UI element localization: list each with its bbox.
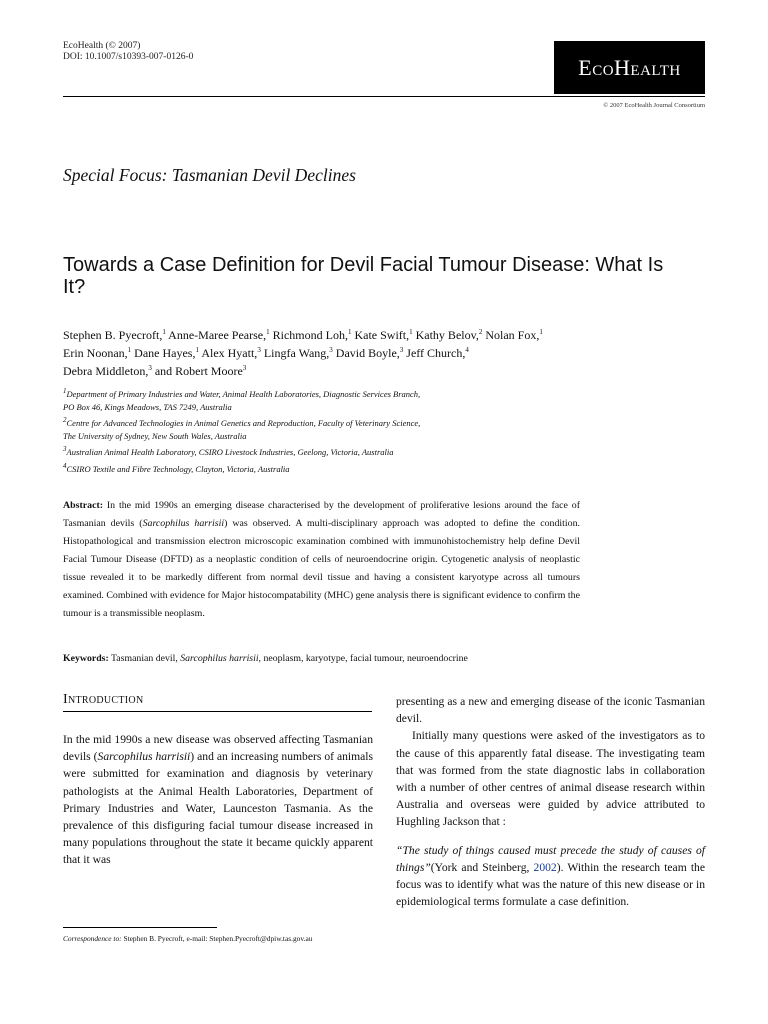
affiliation-text: CSIRO Textile and Fibre Technology, Clayton, Victoria, Australia xyxy=(66,463,290,474)
affiliation-line xyxy=(63,430,563,443)
author-affiliation-marker: 4 xyxy=(465,346,469,354)
affiliation-line xyxy=(63,401,563,414)
author-name: Lingfa Wang, xyxy=(263,346,330,360)
doi: DOI: 10.1007/s10393-007-0126-0 xyxy=(63,52,194,62)
author-name: Jeff Church, xyxy=(406,346,466,360)
author-name: Richmond Loh, xyxy=(272,328,348,342)
author-name: and Robert Moore xyxy=(154,364,243,378)
affiliation-marker: 4 xyxy=(63,461,67,470)
keywords xyxy=(63,652,623,666)
abstract-species: Sarcophilus harrisii xyxy=(142,518,225,529)
author-affiliation-marker: 1 xyxy=(409,328,413,336)
author-affiliation-marker: 3 xyxy=(148,364,152,372)
affiliation-line xyxy=(63,385,563,401)
journal-citation: EcoHealth (© 2007) xyxy=(63,41,141,51)
section-rule xyxy=(63,711,372,712)
affiliation-text: PO Box 46, Kings Meadows, TAS 7249, Australia xyxy=(63,402,232,413)
keywords-text-cont: , neoplasm, karyotype, facial tumour, neuroendocrine xyxy=(258,653,468,664)
affiliation-marker: 1 xyxy=(63,387,67,395)
affiliation-line xyxy=(63,414,563,430)
author-name: Debra Middleton, xyxy=(63,364,149,378)
author-affiliation-marker: 3 xyxy=(242,364,247,372)
affiliation-text: The University of Sydney, New South Wales, Australia xyxy=(63,431,247,442)
author-affiliation-marker: 3 xyxy=(329,346,333,354)
abstract-text: In the mid 1990s an emerging disease characterised by the development of proliferative lesions around the face of Tasmanian devils ( xyxy=(63,500,581,529)
affiliation-marker: 3 xyxy=(63,445,67,454)
author-affiliation-marker: 1 xyxy=(539,328,543,336)
author-name: Nolan Fox, xyxy=(485,328,540,342)
author-affiliation-marker: 2 xyxy=(478,328,483,336)
intro-paragraph: In the mid 1990s a new disease was observed affecting Tasmanian devils ( xyxy=(63,733,373,764)
author-name: Kate Swift, xyxy=(354,328,410,342)
author-affiliation-marker: 3 xyxy=(399,346,404,354)
author-name: Kathy Belov, xyxy=(415,328,479,342)
affiliation-line xyxy=(63,460,563,476)
author-name: Erin Noonan, xyxy=(63,346,128,360)
author-list xyxy=(63,325,623,379)
journal-logo-text: EcoHealth xyxy=(578,54,681,80)
author-name: Dane Hayes, xyxy=(134,346,196,360)
author-affiliation-marker: 1 xyxy=(347,328,352,336)
affiliation-text: Department of Primary Industries and Water, Animal Health Laboratories, Diagnostic Services Branch, xyxy=(66,388,421,399)
abstract-label: Abstract: xyxy=(63,500,104,511)
article-title: Towards a Case Definition for Devil Facial Tumour Disease: What Is It? xyxy=(63,254,664,298)
intro-paragraph-questions: Initially many questions were asked of the investigators as to the cause of this apparently fatal disease. The investigating team that was formed from the state diagnostic labs in collaboration with a number of other centres of animal disease research within Australia and overseas were guided by advice attributed to Hughling Jackson that : xyxy=(396,729,705,829)
correspondence-footnote xyxy=(63,934,312,944)
author-affiliation-marker: 1 xyxy=(162,328,166,336)
correspondence-label: Correspondence to: xyxy=(63,934,122,943)
author-name: Stephen B. Pyecroft, xyxy=(63,328,163,342)
intro-quote-paragraph xyxy=(396,842,705,911)
author-affiliation-marker: 1 xyxy=(195,346,199,354)
header-rule xyxy=(63,96,705,97)
affiliation-list xyxy=(63,385,563,476)
abstract xyxy=(63,497,580,623)
affiliation-text: Centre for Advanced Technologies in Animal Genetics and Reproduction, Faculty of Veterinary Science, xyxy=(66,418,421,429)
affiliation-text: Australian Animal Health Laboratory, CSIRO Livestock Industries, Geelong, Victoria, Australia xyxy=(66,447,394,458)
quote-followup: ). Within the research team the focus was to identify what was the nature of this new disease or in epidemiological terms formulate a case definition. xyxy=(396,860,705,909)
special-focus-label: Special Focus: Tasmanian Devil Declines xyxy=(63,165,356,185)
abstract-text-cont: ) was observed. A multi-disciplinary approach was adopted to define the condition. Histopathological and transmission electron microscopic examination combined with immunohistochemistry help define Devil Facial Tumour Disease (DFTD) as a neoplastic condition of cells of neuroendocrine origin. Cytogenetic analysis of neoplastic tissue revealed it to be markedly different from normal devil tissue and having a consistent karyotype across all tumours examined. Combined with evidence for Major histocompatability (MHC) gene analysis there is significant evidence to confirm the tumour is a transmissible neoplasm. xyxy=(63,518,580,619)
keywords-text: Tasmanian devil, xyxy=(111,653,178,664)
footnote-rule xyxy=(63,927,217,928)
intro-left-column xyxy=(63,731,373,869)
section-heading-introduction: Introduction xyxy=(63,692,144,707)
intro-paragraph-continued: presenting as a new and emerging disease of the iconic Tasmanian devil. xyxy=(396,695,705,726)
intro-paragraph-cont: ) and an increasing numbers of animals were submitted for examination and diagnosis by veterinary pathologists at the Animal Health Laboratories, Department of Primary Industries and Water, Launceston Tasmania. As the prevalence of this disfiguring facial tumour disease increased in many populations throughout the state it became quickly apparent that it was xyxy=(63,750,374,867)
affiliation-line xyxy=(63,443,563,459)
intro-species: Sarcophilus harrisii xyxy=(97,750,191,764)
citation-prefix: (York and Steinberg, xyxy=(430,860,534,874)
correspondence-text: Stephen B. Pyecroft, e-mail: Stephen.Pyecroft@dpiw.tas.gov.au xyxy=(121,934,313,943)
intro-right-column xyxy=(396,693,705,910)
affiliation-marker: 2 xyxy=(63,416,67,425)
journal-logo xyxy=(554,41,705,94)
author-name: David Boyle, xyxy=(335,346,400,360)
copyright-notice: © 2007 EcoHealth Journal Consortium xyxy=(603,102,705,109)
keywords-species: Sarcophilus harrisii xyxy=(180,653,259,664)
author-affiliation-marker: 1 xyxy=(266,328,270,336)
jackson-quote: “The study of things caused must precede the study of causes of things” xyxy=(396,843,705,874)
citation-link-2002[interactable]: 2002 xyxy=(533,860,557,874)
keywords-label: Keywords: xyxy=(63,653,109,664)
author-affiliation-marker: 1 xyxy=(127,346,132,354)
author-name: Alex Hyatt, xyxy=(201,346,258,360)
author-affiliation-marker: 3 xyxy=(257,346,261,354)
author-name: Anne-Maree Pearse, xyxy=(168,328,267,342)
